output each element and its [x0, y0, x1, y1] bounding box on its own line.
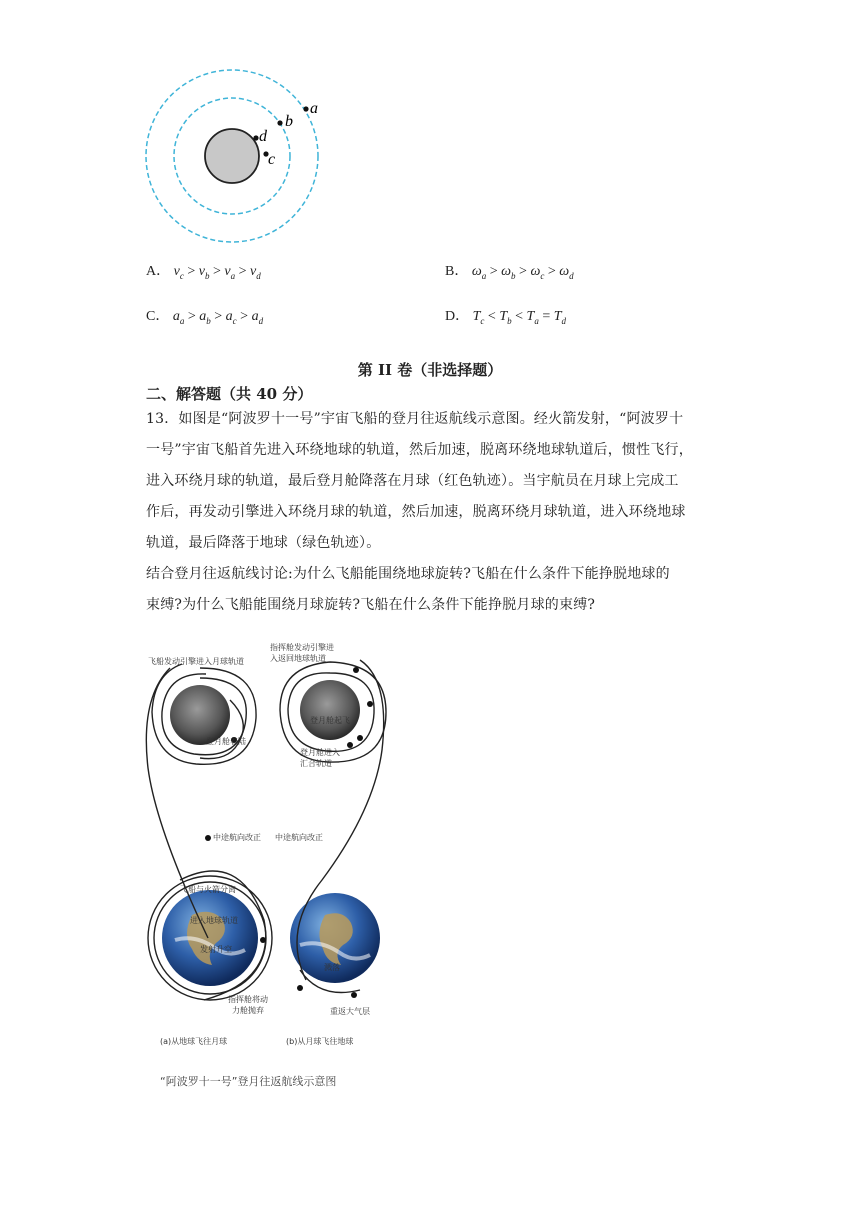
apollo-route-figure: [140, 640, 400, 1060]
option-a[interactable]: [146, 260, 261, 281]
label-jettison-1: 指挥舱将动: [228, 995, 268, 1004]
label-sub-a: (a)从地球飞往月球: [160, 1037, 228, 1046]
label-enter-earth-orbit: 进入地球轨道: [190, 916, 238, 925]
label-splash: 溅落: [324, 963, 340, 972]
label-c: c: [268, 151, 276, 168]
option-letter: B．: [445, 264, 469, 279]
option-expression: $\omega_a > \omega_b > \omega_c > \omega_d$: [471, 264, 574, 281]
discussion-line: 结合登月往返航线讨论:为什么飞船能围绕地球旋转?飞船在什么条件下能挣脱地球的: [146, 566, 670, 582]
label-midcourse-a: 中途航向改正: [213, 833, 261, 842]
question-13: [146, 404, 726, 621]
option-expression: $a_a > a_b > a_c > a_d$: [172, 309, 264, 326]
label-d: d: [259, 128, 267, 145]
option-c[interactable]: [146, 305, 263, 326]
label-command-return-2: 入返回地球轨道: [270, 654, 326, 663]
orbit-diagram: [140, 60, 340, 250]
option-letter: C．: [146, 309, 170, 324]
label-a: a: [310, 100, 318, 117]
label-midcourse-b: 中途航向改正: [275, 833, 323, 842]
option-letter: A．: [146, 264, 171, 279]
label-lander-land: 登月舱着陆: [206, 737, 246, 746]
figure-caption: “阿波罗十一号”登月往返航线示意图: [160, 1075, 337, 1088]
satellite-d: [253, 135, 258, 140]
label-lander-rendezvous-1: 登月舱进入: [300, 748, 340, 757]
planet: [205, 129, 259, 183]
satellite-b: [277, 120, 282, 125]
label-separation: 飞船与火箭分离: [180, 885, 236, 894]
section-title: 二、解答题（共 40 分）: [146, 385, 313, 403]
option-expression: $v_c > v_b > v_a > v_d$: [173, 264, 261, 281]
question-line: 进入环绕月球的轨道，最后登月舱降落在月球（红色轨迹）。当宇航员在月球上完成工: [146, 473, 679, 489]
moon-left: [170, 685, 230, 745]
label-reentry: 重返大气层: [330, 1007, 370, 1016]
part2-title: 第 II 卷（非选择题）: [357, 361, 503, 379]
option-b[interactable]: [445, 260, 574, 281]
question-line: 13．如图是“阿波罗十一号”宇宙飞船的登月往返航线示意图。经火箭发射，“阿波罗十: [146, 411, 684, 427]
label-jettison-2: 力舱抛弃: [232, 1006, 264, 1015]
label-lander-takeoff: 登月舱起飞: [310, 716, 350, 725]
discussion-line: 束缚?为什么飞船能围绕月球旋转?飞船在什么条件下能挣脱月球的束缚?: [146, 597, 596, 613]
label-command-return-1: 指挥舱发动引擎进: [270, 643, 334, 652]
label-engine-moon: 飞船发动引擎进入月球轨道: [148, 657, 244, 666]
option-expression: $T_c < T_b < T_a = T_d$: [472, 309, 567, 326]
label-launch: 发射升空: [200, 945, 232, 954]
moon-right: [300, 680, 360, 740]
satellite-a: [303, 106, 308, 111]
label-b: b: [285, 113, 293, 130]
question-line: 作后，再发动引擎进入环绕月球的轨道，然后加速，脱离环绕月球轨道，进入环绕地球: [146, 504, 686, 520]
label-sub-b: (b)从月球飞往地球: [286, 1037, 354, 1046]
label-lander-rendezvous-2: 汇合轨道: [300, 759, 332, 768]
question-line: 一号”宇宙飞船首先进入环绕地球的轨道，然后加速，脱离环绕地球轨道后，惯性飞行，: [146, 442, 693, 458]
option-d[interactable]: [445, 305, 566, 326]
question-line: 轨道，最后降落于地球（绿色轨迹）。: [146, 535, 381, 551]
option-letter: D．: [445, 309, 470, 324]
